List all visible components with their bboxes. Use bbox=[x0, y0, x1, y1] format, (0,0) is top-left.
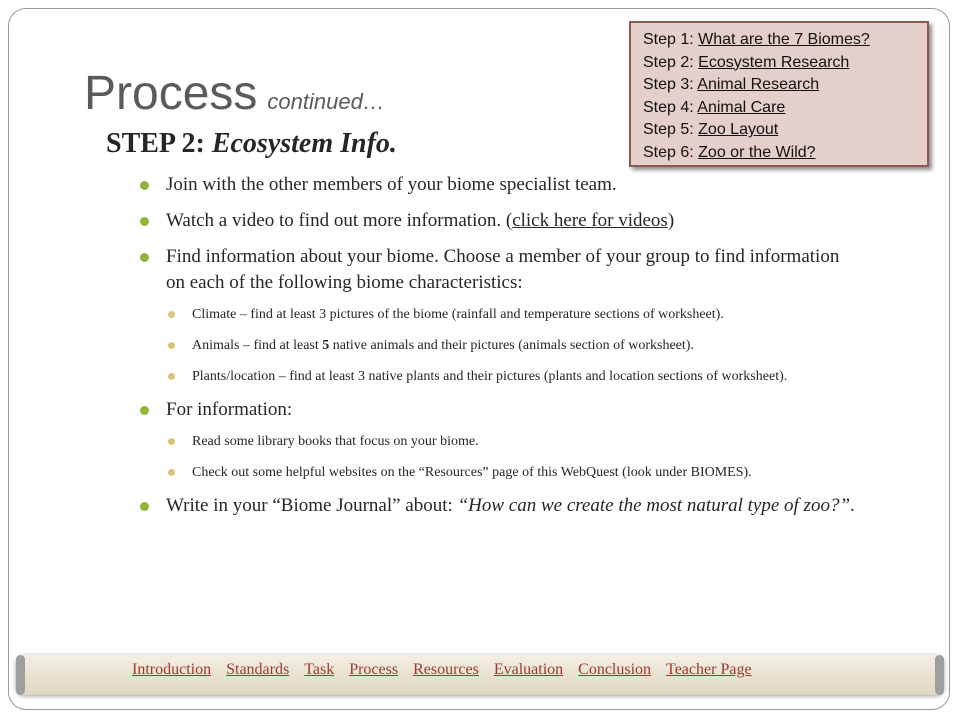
nav-links bbox=[132, 661, 767, 679]
step-row bbox=[643, 52, 927, 75]
sub-bullet-text: native animals and their pictures (animals section of worksheet). bbox=[329, 338, 694, 353]
bullet-list bbox=[136, 172, 856, 519]
journal-question: “How can we create the most natural type of zoo?” bbox=[457, 495, 851, 516]
step-heading-prefix: STEP 2: bbox=[106, 128, 212, 159]
bullet-text: Join with the other members of your biome specialist team. bbox=[166, 174, 617, 195]
sub-bullet-text: Read some library books that focus on your biome. bbox=[192, 434, 479, 449]
step-link-zoo-layout[interactable]: Zoo Layout bbox=[698, 121, 779, 139]
step-row bbox=[643, 119, 927, 142]
nav-link-resources[interactable]: Resources bbox=[413, 661, 479, 678]
nav-link-standards[interactable]: Standards bbox=[226, 661, 290, 678]
step-label: Step 2: bbox=[643, 53, 699, 71]
nav-link-conclusion[interactable]: Conclusion bbox=[578, 661, 652, 678]
nav-link-introduction[interactable]: Introduction bbox=[132, 661, 212, 678]
bullet-text: For information: bbox=[166, 399, 293, 420]
slide-content bbox=[136, 172, 856, 529]
bullet-watch-video bbox=[136, 208, 856, 234]
step-heading-emphasis: Ecosystem Info. bbox=[211, 128, 397, 159]
step-link-biomes[interactable]: What are the 7 Biomes? bbox=[698, 31, 870, 48]
sub-bullet-list bbox=[166, 431, 856, 483]
videos-link[interactable]: click here for videos bbox=[512, 210, 668, 231]
step-row bbox=[643, 29, 927, 52]
bullet-text: ) bbox=[667, 210, 675, 231]
bullet-journal bbox=[136, 493, 856, 519]
step-link-ecosystem[interactable]: Ecosystem Research bbox=[698, 53, 850, 71]
sub-bullet-text: Animals – find at least bbox=[192, 338, 323, 353]
bullet-find-information bbox=[136, 244, 856, 387]
title-main: Process bbox=[84, 67, 258, 120]
step-label: Step 4: bbox=[643, 98, 698, 116]
step-label: Step 5: bbox=[643, 121, 699, 139]
title-subtitle: continued… bbox=[267, 89, 385, 114]
sub-bullet-text: Plants/location – find at least 3 native plants and their pictures (plants and location sections of worksheet). bbox=[192, 369, 788, 384]
bullet-for-information bbox=[136, 397, 856, 483]
sub-bullet-plants bbox=[166, 366, 856, 387]
sub-bullet-animals bbox=[166, 335, 856, 356]
sub-bullet-library bbox=[166, 431, 856, 452]
sub-bullet-websites bbox=[166, 462, 856, 483]
sub-bullet-list bbox=[166, 304, 856, 387]
nav-link-task[interactable]: Task bbox=[304, 661, 335, 678]
nav-bar-left-cap bbox=[16, 655, 25, 695]
sub-bullet-text: Climate – find at least 3 pictures of the biome (rainfall and temperature sections of worksheet). bbox=[192, 307, 724, 322]
step-link-animal-care[interactable]: Animal Care bbox=[697, 98, 786, 116]
step-label: Step 3: bbox=[643, 76, 698, 94]
sub-bullet-climate bbox=[166, 304, 856, 325]
bullet-text: Find information about your biome. Choose a member of your group to find information on each of the following biome characteristics: bbox=[166, 246, 840, 293]
bullet-text: Write in your “Biome Journal” about: bbox=[166, 495, 458, 516]
step-label: Step 1: bbox=[643, 31, 699, 48]
step-link-zoo-or-wild[interactable]: Zoo or the Wild? bbox=[698, 143, 816, 161]
step-row bbox=[643, 74, 927, 97]
step-row bbox=[643, 97, 927, 120]
nav-bar bbox=[16, 655, 944, 695]
nav-link-evaluation[interactable]: Evaluation bbox=[493, 661, 564, 678]
slide-title bbox=[84, 66, 385, 121]
nav-bar-right-cap bbox=[935, 655, 944, 695]
steps-box bbox=[629, 21, 929, 167]
sub-bullet-text: Check out some helpful websites on the “Resources” page of this WebQuest (look under BIOMES). bbox=[192, 465, 752, 480]
nav-link-teacher-page[interactable]: Teacher Page bbox=[666, 661, 752, 678]
nav-link-process[interactable]: Process bbox=[349, 661, 399, 678]
step-link-animal-research[interactable]: Animal Research bbox=[697, 76, 820, 94]
bullet-text: Watch a video to find out more information. ( bbox=[166, 210, 513, 231]
bullet-join-team bbox=[136, 172, 856, 198]
step-row bbox=[643, 142, 927, 165]
animals-count: 5 bbox=[322, 338, 330, 353]
bullet-text: . bbox=[850, 495, 855, 516]
step-heading bbox=[106, 128, 397, 160]
step-label: Step 6: bbox=[643, 143, 699, 161]
